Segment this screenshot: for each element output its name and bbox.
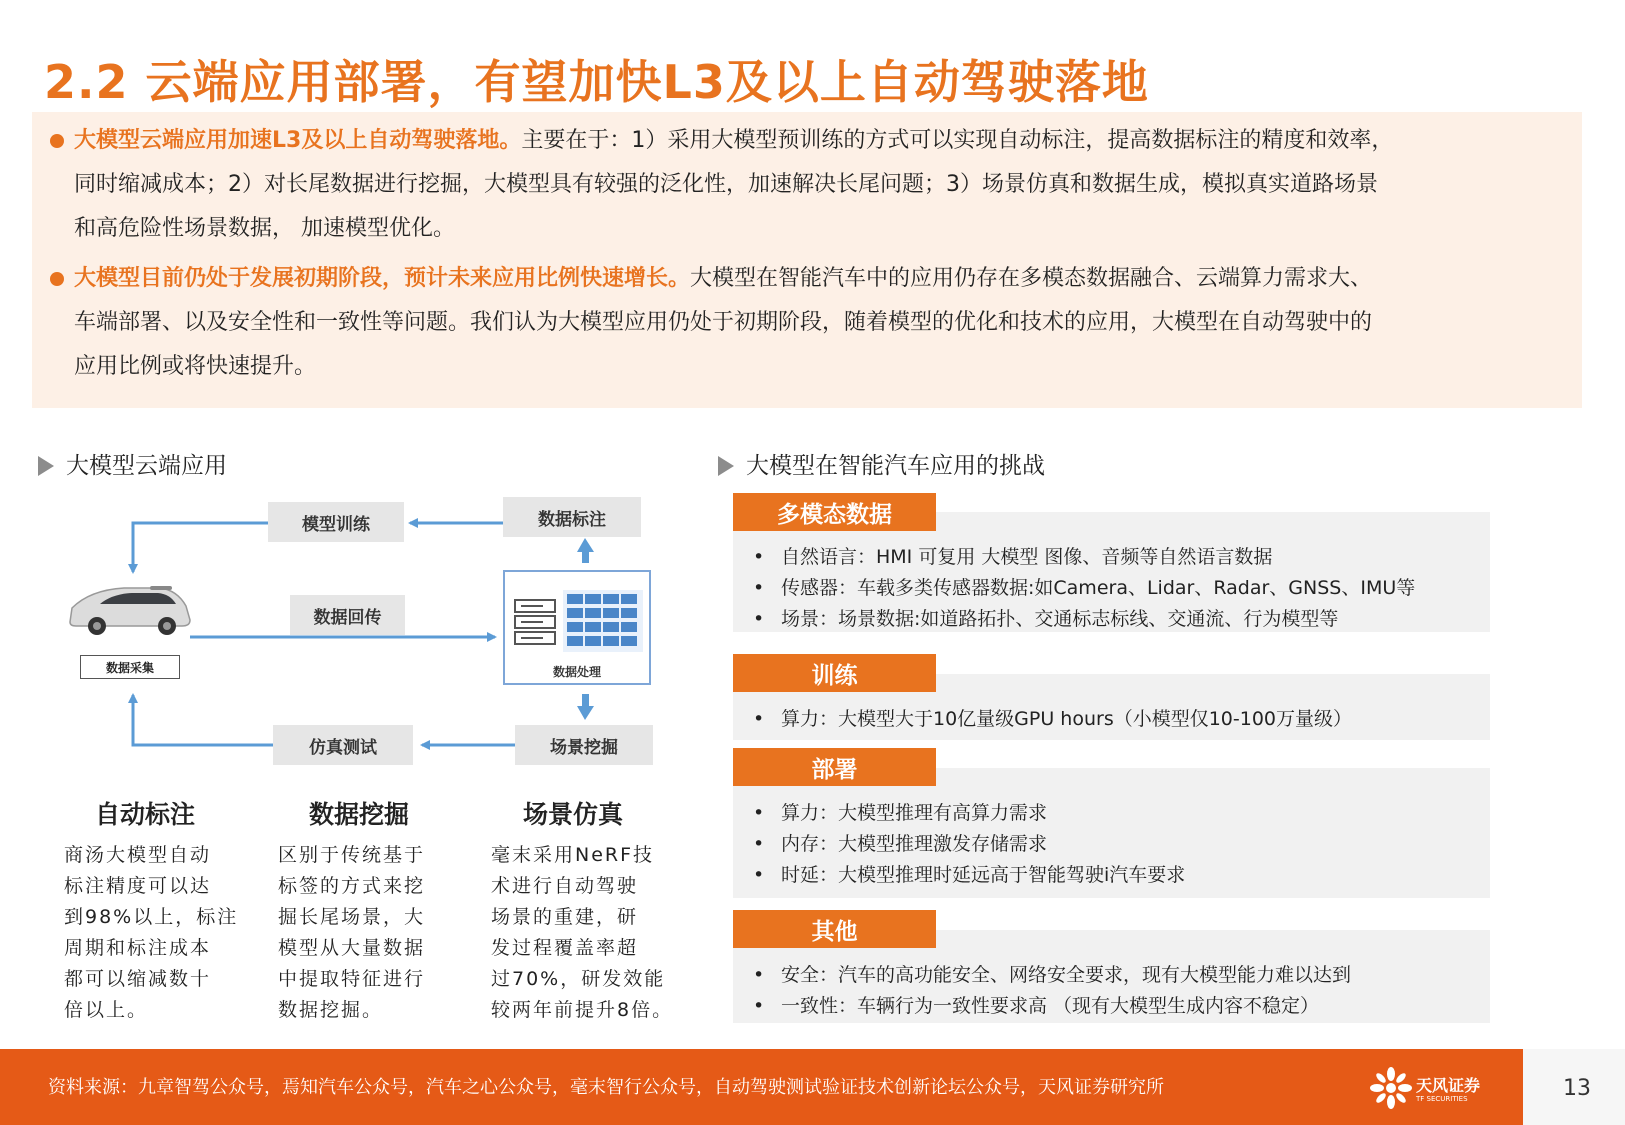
challenge-deploy-body [733, 768, 1490, 898]
bullet-1-line-3: 和高危险性场景数据， 加速模型优化。 [74, 216, 455, 241]
bullet-2-highlight: 大模型目前仍处于发展初期阶段，预计未来应用比例快速增长。 [74, 266, 691, 291]
challenge-item [753, 991, 1319, 1018]
data-return-box: 数据回传 [290, 595, 405, 635]
challenge-item [753, 798, 1047, 825]
page-number: 13 [1563, 1076, 1591, 1101]
col-title-scene-sim: 场景仿真 [523, 800, 624, 829]
bullet-icon: • [753, 995, 765, 1017]
triangle-icon [718, 456, 734, 476]
logo-text: 天风证券 [1416, 1076, 1481, 1095]
text-line: 较两年前提升8倍。 [491, 999, 674, 1021]
bullet-icon: • [753, 577, 765, 599]
data-collection-label: 数据采集 [80, 655, 180, 679]
text-line: 都可以缩减数十 [64, 968, 212, 990]
challenge-item [753, 542, 1272, 569]
arrow-sim-to-car [133, 695, 273, 745]
challenge-tag-training: 训练 [733, 654, 936, 692]
bullet-icon: • [753, 802, 765, 824]
col-text-data-mining [278, 840, 425, 1026]
col-title-data-mining: 数据挖掘 [309, 800, 410, 829]
text-line: 区别于传统基于 [278, 844, 426, 866]
challenge-item [753, 860, 1185, 887]
challenge-tag-other: 其他 [733, 910, 936, 948]
brand-logo [1370, 1067, 1480, 1109]
challenge-tag-multimodal: 多模态数据 [733, 493, 936, 531]
challenge-item-text: 场景：场景数据:如道路拓扑、交通标志标线、交通流、行为模型等 [781, 608, 1339, 630]
text-line: 中提取特征进行 [278, 968, 426, 990]
footer [0, 1049, 1625, 1125]
bullet-2-line-2: 车端部署、以及安全性和一致性等问题。我们认为大模型应用仍处于初期阶段，随着模型的优化和技术的应用，大模型在自动驾驶中的 [74, 310, 1373, 335]
tianfeng-logo-icon [1370, 1067, 1412, 1109]
bullet-1-text: 主要在于：1）采用大模型预训练的方式可以实现自动标注，提高数据标注的精度和效率， [521, 128, 1394, 153]
text-line: 场景的重建，研 [491, 906, 639, 928]
col-title-auto-label: 自动标注 [95, 800, 196, 829]
challenge-item-text: 内存：大模型推理激发存储需求 [781, 833, 1048, 855]
right-heading-text: 大模型在智能汽车应用的挑战 [746, 453, 1045, 479]
bullet-2-line-3: 应用比例或将快速提升。 [74, 354, 317, 379]
bullet-icon: • [753, 864, 765, 886]
challenge-item-text: 安全：汽车的高功能安全、网络安全要求，现有大模型能力难以达到 [781, 964, 1352, 986]
text-line: 发过程覆盖率超 [491, 937, 639, 959]
left-heading-text: 大模型云端应用 [66, 453, 227, 479]
text-line: 数据挖掘。 [278, 999, 384, 1021]
challenge-item [753, 573, 1415, 600]
text-line: 倍以上。 [64, 999, 149, 1021]
challenge-item [753, 960, 1351, 987]
text-line: 毫末采用NeRF技 [491, 844, 655, 866]
data-labeling-box: 数据标注 [503, 497, 641, 537]
scene-mining-box: 场景挖掘 [515, 725, 653, 765]
challenge-item-text: 一致性：车辆行为一致性要求高 （现有大模型生成内容不稳定） [781, 995, 1320, 1017]
challenge-item [753, 829, 1047, 856]
col-text-auto-label [64, 840, 238, 1026]
bullet-icon: • [753, 708, 765, 730]
server-icon [513, 584, 645, 659]
car-icon [62, 580, 197, 640]
challenge-item-text: 传感器：车载多类传感器数据:如Camera、Lidar、Radar、GNSS、IMU等 [781, 577, 1416, 599]
data-processing-label: 数据处理 [552, 665, 601, 679]
challenge-item [753, 704, 1352, 731]
challenge-item-text: 时延：大模型推理时延远高于智能驾驶i汽车要求 [781, 864, 1186, 886]
challenge-item-text: 算力：大模型推理有高算力需求 [781, 802, 1048, 824]
challenge-tag-deploy: 部署 [733, 748, 936, 786]
text-line: 商汤大模型自动 [64, 844, 212, 866]
bullet-icon: • [753, 833, 765, 855]
page-title: 2.2 云端应用部署，有望加快L3及以上自动驾驶落地 [44, 55, 1149, 109]
text-line: 术进行自动驾驶 [491, 875, 639, 897]
source-note: 资料来源：九章智驾公众号，焉知汽车公众号，汽车之心公众号，毫末智行公众号，自动驾驶测试验证技术创新论坛公众号，天风证券研究所 [48, 1077, 1164, 1098]
bullet-icon: • [753, 964, 765, 986]
text-line: 模型从大量数据 [278, 937, 426, 959]
arrow-processing-to-labeling [577, 538, 594, 563]
challenge-item [753, 604, 1338, 631]
page-number-box [1523, 1049, 1625, 1125]
bullet-2-text: 大模型在智能汽车中的应用仍存在多模态数据融合、云端算力需求大、 [690, 266, 1373, 291]
bullet-icon: • [753, 608, 765, 630]
bullet-icon: • [753, 546, 765, 568]
text-line: 过70%，研发效能 [491, 968, 666, 990]
challenge-item-text: 自然语言：HMI 可复用 大模型 图像、音频等自然语言数据 [781, 546, 1273, 568]
right-section-heading [718, 447, 1045, 480]
text-line: 周期和标注成本 [64, 937, 212, 959]
data-processing-panel [503, 570, 651, 685]
model-training-box: 模型训练 [268, 502, 404, 542]
challenge-item-text: 算力：大模型大于10亿量级GPU hours（小模型仅10-100万量级） [781, 708, 1353, 730]
arrow-training-to-car [133, 523, 268, 572]
col-text-scene-sim [491, 840, 673, 1026]
text-line: 到98%以上，标注 [64, 906, 239, 928]
sim-test-box: 仿真测试 [273, 725, 413, 765]
bullet-1-line-2: 同时缩减成本；2）对长尾数据进行挖掘，大模型具有较强的泛化性，加速解决长尾问题；3）场景仿真和数据生成，模拟真实道路场景 [74, 172, 1378, 197]
text-line: 标签的方式来挖 [278, 875, 426, 897]
arrow-processing-to-mining [577, 694, 594, 720]
bullet-1-highlight: 大模型云端应用加速L3及以上自动驾驶落地。 [74, 128, 522, 153]
logo-subtext: TF SECURITIES [1416, 1095, 1468, 1103]
text-line: 掘长尾场景，大 [278, 906, 426, 928]
text-line: 标注精度可以达 [64, 875, 212, 897]
